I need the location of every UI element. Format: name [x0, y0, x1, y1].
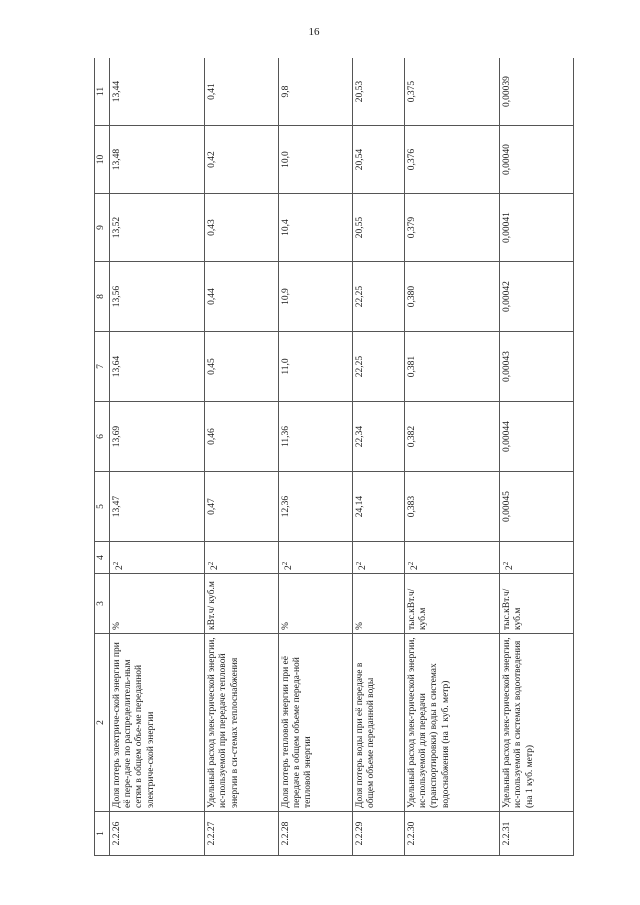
row-value: 13,47 — [110, 472, 205, 542]
row-value: 11,0 — [278, 332, 352, 402]
row-value: 0,47 — [205, 472, 279, 542]
row-unit: % — [110, 574, 205, 634]
row-value: 0,380 — [405, 262, 500, 332]
table-row — [278, 58, 352, 856]
source-superscript: 2 — [280, 561, 289, 566]
row-value: 0,00039 — [500, 58, 574, 126]
column-header: 3 — [95, 574, 110, 634]
table-row — [352, 58, 404, 856]
row-code: 2.2.26 — [110, 812, 205, 856]
column-header: 10 — [95, 126, 110, 194]
row-indicator-name: Удельный расход элек-трической энергии, ис-пользуемой в системах водоотведения (на 1 куб. метр) — [500, 634, 574, 812]
row-source — [205, 542, 279, 574]
row-indicator-name: Удельный расход элек-трической энергии, ис-пользуемой при передаче тепловой энергии в си-стемах теплоснабжения — [205, 634, 279, 812]
source-superscript: 2 — [502, 561, 511, 566]
column-header: 8 — [95, 262, 110, 332]
row-value: 0,00045 — [500, 472, 574, 542]
row-value: 12,36 — [278, 472, 352, 542]
source-base: 2 — [115, 565, 126, 570]
source-base: 2 — [357, 565, 368, 570]
source-superscript: 2 — [407, 561, 416, 566]
table-row — [500, 58, 574, 856]
row-source — [352, 542, 404, 574]
row-value: 13,56 — [110, 262, 205, 332]
row-value: 10,4 — [278, 194, 352, 262]
row-value: 22,25 — [352, 262, 404, 332]
row-value: 11,36 — [278, 402, 352, 472]
row-value: 0,00040 — [500, 126, 574, 194]
source-base: 2 — [210, 565, 221, 570]
row-value: 0,41 — [205, 58, 279, 126]
row-value: 0,45 — [205, 332, 279, 402]
row-value: 0,383 — [405, 472, 500, 542]
row-value: 13,69 — [110, 402, 205, 472]
column-header: 6 — [95, 402, 110, 472]
row-indicator-name: Доля потерь тепловой энергии при её передаче в общем объеме переда-ной тепловой энергии — [278, 634, 352, 812]
row-unit: % — [352, 574, 404, 634]
source-superscript: 2 — [112, 561, 120, 566]
row-source — [278, 542, 352, 574]
rotated-table-frame — [94, 58, 574, 856]
row-value: 13,64 — [110, 332, 205, 402]
row-code: 2.2.30 — [405, 812, 500, 856]
row-unit: кВт.ч/ куб.м — [205, 574, 279, 634]
row-value: 0,46 — [205, 402, 279, 472]
row-value: 0,381 — [405, 332, 500, 402]
row-value: 20,54 — [352, 126, 404, 194]
header-row — [95, 58, 110, 856]
row-unit: % — [278, 574, 352, 634]
row-value: 0,375 — [405, 58, 500, 126]
row-value: 0,382 — [405, 402, 500, 472]
source-superscript: 2 — [354, 561, 363, 566]
row-indicator-name: Доля потерь электриче-ской энергии при её пере-даче по распределитель-ным сетям в общем объе-ме переданной электриче-ской энергии — [110, 634, 205, 812]
row-source — [110, 542, 205, 574]
row-source — [500, 542, 574, 574]
indicator-table-container — [94, 58, 574, 856]
table-row — [405, 58, 500, 856]
row-code: 2.2.27 — [205, 812, 279, 856]
row-value: 0,00043 — [500, 332, 574, 402]
row-value: 0,00041 — [500, 194, 574, 262]
row-value: 10,9 — [278, 262, 352, 332]
column-header: 11 — [95, 58, 110, 126]
column-header: 5 — [95, 472, 110, 542]
row-value: 20,55 — [352, 194, 404, 262]
column-header: 2 — [95, 634, 110, 812]
row-value: 0,376 — [405, 126, 500, 194]
row-value: 0,42 — [205, 126, 279, 194]
row-value: 0,43 — [205, 194, 279, 262]
row-source — [405, 542, 500, 574]
row-value: 0,44 — [205, 262, 279, 332]
table-row — [205, 58, 279, 856]
row-value: 9,8 — [278, 58, 352, 126]
row-value: 22,34 — [352, 402, 404, 472]
row-value: 10,0 — [278, 126, 352, 194]
row-code: 2.2.28 — [278, 812, 352, 856]
row-code: 2.2.31 — [500, 812, 574, 856]
row-value: 13,44 — [110, 58, 205, 126]
row-value: 22,25 — [352, 332, 404, 402]
row-value: 0,379 — [405, 194, 500, 262]
source-base: 2 — [410, 565, 421, 570]
row-indicator-name: Удельный расход элек-трической энергии, ис-пользуемой для передачи (транспортировки) воды в системах водоснабжения (на 1 куб. метр) — [405, 634, 500, 812]
source-superscript: 2 — [207, 561, 216, 566]
source-base: 2 — [505, 565, 516, 570]
row-value: 13,52 — [110, 194, 205, 262]
page-number: 16 — [308, 26, 320, 38]
row-value: 0,00044 — [500, 402, 574, 472]
row-value: 20,53 — [352, 58, 404, 126]
column-header: 4 — [95, 542, 110, 574]
column-header: 7 — [95, 332, 110, 402]
row-value: 24,14 — [352, 472, 404, 542]
row-unit: тыс.кВт.ч/ куб.м — [500, 574, 574, 634]
row-value: 0,00042 — [500, 262, 574, 332]
table-row — [110, 58, 205, 856]
column-header: 1 — [95, 812, 110, 856]
row-indicator-name: Доля потерь воды при её передаче в общем объеме переданной воды — [352, 634, 404, 812]
row-value: 13,48 — [110, 126, 205, 194]
row-code: 2.2.29 — [352, 812, 404, 856]
column-header: 9 — [95, 194, 110, 262]
row-unit: тыс.кВт.ч/ куб.м — [405, 574, 500, 634]
source-base: 2 — [284, 565, 295, 570]
indicator-table — [94, 58, 574, 856]
